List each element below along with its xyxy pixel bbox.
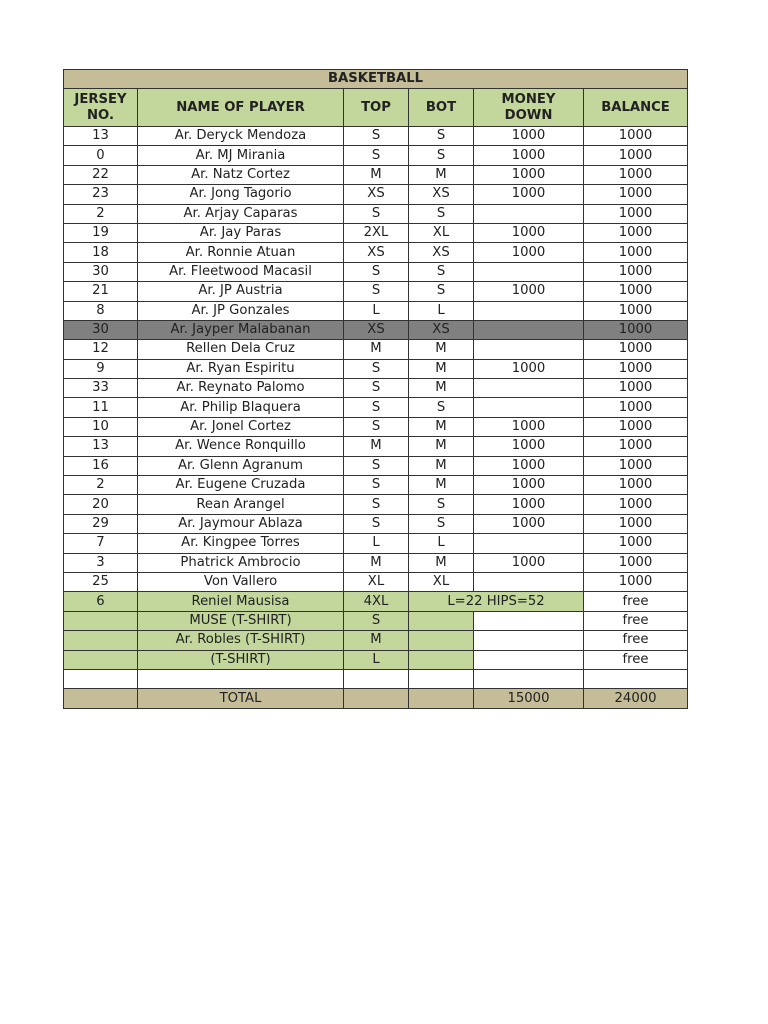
cell-empty[interactable] bbox=[409, 689, 474, 708]
cell-balance[interactable]: 1000 bbox=[584, 379, 688, 398]
cell-bot[interactable]: M bbox=[409, 417, 474, 436]
cell-money[interactable]: 1000 bbox=[474, 223, 584, 242]
cell-top[interactable]: M bbox=[344, 340, 409, 359]
cell-balance[interactable]: 1000 bbox=[584, 223, 688, 242]
cell-jersey[interactable] bbox=[64, 611, 138, 630]
cell-balance[interactable]: 1000 bbox=[584, 553, 688, 572]
cell-balance[interactable]: 1000 bbox=[584, 417, 688, 436]
cell-bot[interactable]: M bbox=[409, 359, 474, 378]
cell-top[interactable]: S bbox=[344, 359, 409, 378]
cell-balance[interactable]: 1000 bbox=[584, 282, 688, 301]
cell-jersey[interactable]: 19 bbox=[64, 223, 138, 242]
cell-bot[interactable] bbox=[409, 631, 474, 650]
cell-jersey[interactable]: 12 bbox=[64, 340, 138, 359]
cell-top[interactable]: S bbox=[344, 282, 409, 301]
cell-jersey[interactable]: 30 bbox=[64, 320, 138, 339]
cell-jersey[interactable]: 29 bbox=[64, 514, 138, 533]
cell-top[interactable]: S bbox=[344, 476, 409, 495]
table-row bbox=[64, 553, 688, 572]
cell-bot[interactable]: M bbox=[409, 456, 474, 475]
cell-name[interactable]: (T-SHIRT) bbox=[138, 650, 344, 669]
cell-top[interactable]: M bbox=[344, 631, 409, 650]
cell-money[interactable] bbox=[474, 398, 584, 417]
total-row bbox=[64, 689, 688, 708]
cell-jersey[interactable]: 10 bbox=[64, 417, 138, 436]
cell-name[interactable]: Ar. Eugene Cruzada bbox=[138, 476, 344, 495]
cell-empty[interactable] bbox=[138, 669, 344, 688]
cell-balance[interactable]: 1000 bbox=[584, 572, 688, 591]
cell-top[interactable]: S bbox=[344, 262, 409, 281]
table-row bbox=[64, 165, 688, 184]
cell-money[interactable] bbox=[474, 262, 584, 281]
table-row bbox=[64, 534, 688, 553]
cell-bot[interactable]: XS bbox=[409, 243, 474, 262]
cell-name[interactable]: Ar. Wence Ronquillo bbox=[138, 437, 344, 456]
cell-money[interactable] bbox=[474, 379, 584, 398]
cell-bot[interactable]: S bbox=[409, 127, 474, 146]
cell-name[interactable]: Ar. Glenn Agranum bbox=[138, 456, 344, 475]
cell-name[interactable]: Ar. MJ Mirania bbox=[138, 146, 344, 165]
table-row bbox=[64, 437, 688, 456]
cell-name[interactable]: Ar. Philip Blaquera bbox=[138, 398, 344, 417]
cell-name[interactable]: Ar. JP Austria bbox=[138, 282, 344, 301]
cell-name[interactable]: Rean Arangel bbox=[138, 495, 344, 514]
cell-money[interactable] bbox=[474, 301, 584, 320]
cell-jersey[interactable]: 6 bbox=[64, 592, 138, 611]
cell-jersey[interactable]: 13 bbox=[64, 127, 138, 146]
cell-balance[interactable]: 1000 bbox=[584, 262, 688, 281]
cell-jersey[interactable]: 25 bbox=[64, 572, 138, 591]
cell-money[interactable]: 1000 bbox=[474, 417, 584, 436]
table-row-special bbox=[64, 592, 688, 611]
cell-balance[interactable]: 1000 bbox=[584, 359, 688, 378]
cell-name[interactable]: Ar. Fleetwood Macasil bbox=[138, 262, 344, 281]
cell-balance[interactable]: 1000 bbox=[584, 127, 688, 146]
cell-bot[interactable]: L bbox=[409, 534, 474, 553]
cell-money[interactable]: 1000 bbox=[474, 185, 584, 204]
cell-money[interactable] bbox=[474, 534, 584, 553]
basketball-sheet-table bbox=[63, 69, 688, 709]
cell-balance[interactable]: 1000 bbox=[584, 243, 688, 262]
cell-bot[interactable]: S bbox=[409, 146, 474, 165]
cell-bot[interactable]: S bbox=[409, 204, 474, 223]
cell-jersey[interactable]: 23 bbox=[64, 185, 138, 204]
cell-name[interactable]: Ar. Jonel Cortez bbox=[138, 417, 344, 436]
cell-top[interactable]: L bbox=[344, 534, 409, 553]
header-money-down[interactable] bbox=[474, 89, 584, 127]
table-row bbox=[64, 379, 688, 398]
cell-balance[interactable]: 1000 bbox=[584, 514, 688, 533]
table-row bbox=[64, 127, 688, 146]
cell-top[interactable]: S bbox=[344, 456, 409, 475]
cell-top[interactable]: S bbox=[344, 611, 409, 630]
cell-bot[interactable]: XL bbox=[409, 572, 474, 591]
cell-name[interactable]: Ar. Kingpee Torres bbox=[138, 534, 344, 553]
table-row bbox=[64, 340, 688, 359]
cell-jersey[interactable] bbox=[64, 631, 138, 650]
cell-money[interactable]: 1000 bbox=[474, 243, 584, 262]
cell-balance[interactable]: 1000 bbox=[584, 301, 688, 320]
cell-empty[interactable] bbox=[64, 669, 138, 688]
cell-bot[interactable]: M bbox=[409, 437, 474, 456]
cell-top[interactable]: XS bbox=[344, 185, 409, 204]
cell-name[interactable]: Phatrick Ambrocio bbox=[138, 553, 344, 572]
table-row bbox=[64, 476, 688, 495]
cell-top[interactable]: S bbox=[344, 146, 409, 165]
cell-bot[interactable]: M bbox=[409, 553, 474, 572]
cell-bot[interactable]: S bbox=[409, 514, 474, 533]
table-row-special bbox=[64, 631, 688, 650]
table-row bbox=[64, 514, 688, 533]
cell-bot[interactable]: L bbox=[409, 301, 474, 320]
cell-bot[interactable] bbox=[409, 611, 474, 630]
cell-bot[interactable]: XS bbox=[409, 320, 474, 339]
table-row bbox=[64, 204, 688, 223]
total-label[interactable]: TOTAL bbox=[138, 689, 344, 708]
cell-balance[interactable]: 1000 bbox=[584, 320, 688, 339]
cell-top[interactable]: S bbox=[344, 495, 409, 514]
table-row bbox=[64, 417, 688, 436]
cell-jersey[interactable]: 0 bbox=[64, 146, 138, 165]
cell-top[interactable]: S bbox=[344, 417, 409, 436]
cell-name[interactable]: Ar. Reynato Palomo bbox=[138, 379, 344, 398]
cell-empty[interactable] bbox=[409, 669, 474, 688]
cell-name[interactable]: MUSE (T-SHIRT) bbox=[138, 611, 344, 630]
header-money-line2: DOWN bbox=[504, 107, 553, 123]
total-money[interactable]: 15000 bbox=[474, 689, 584, 708]
header-jersey-line1: JERSEY bbox=[74, 91, 127, 107]
cell-bot[interactable] bbox=[409, 650, 474, 669]
cell-money[interactable]: 1000 bbox=[474, 476, 584, 495]
cell-bot[interactable]: M bbox=[409, 165, 474, 184]
cell-jersey[interactable]: 22 bbox=[64, 165, 138, 184]
cell-top[interactable]: M bbox=[344, 553, 409, 572]
table-row bbox=[64, 320, 688, 339]
title-row bbox=[64, 70, 688, 89]
table-row bbox=[64, 359, 688, 378]
cell-top[interactable]: S bbox=[344, 127, 409, 146]
table-row bbox=[64, 282, 688, 301]
cell-name[interactable]: Ar. Jong Tagorio bbox=[138, 185, 344, 204]
cell-money[interactable]: 1000 bbox=[474, 146, 584, 165]
cell-bot[interactable]: S bbox=[409, 282, 474, 301]
cell-name[interactable]: Ar. Ronnie Atuan bbox=[138, 243, 344, 262]
cell-name[interactable]: Ar. Robles (T-SHIRT) bbox=[138, 631, 344, 650]
cell-top[interactable]: L bbox=[344, 650, 409, 669]
cell-money[interactable] bbox=[474, 572, 584, 591]
cell-bot[interactable]: XL bbox=[409, 223, 474, 242]
cell-bot[interactable]: S bbox=[409, 495, 474, 514]
header-row bbox=[64, 89, 688, 127]
cell-money[interactable] bbox=[474, 204, 584, 223]
cell-note[interactable]: L=22 HIPS=52 bbox=[409, 592, 584, 611]
cell-jersey[interactable]: 7 bbox=[64, 534, 138, 553]
table-row bbox=[64, 572, 688, 591]
table-row-special bbox=[64, 611, 688, 630]
header-balance[interactable]: BALANCE bbox=[584, 89, 688, 127]
cell-money[interactable]: 1000 bbox=[474, 165, 584, 184]
total-balance[interactable]: 24000 bbox=[584, 689, 688, 708]
cell-top[interactable]: S bbox=[344, 514, 409, 533]
table-row bbox=[64, 146, 688, 165]
cell-name[interactable]: Ar. Jayper Malabanan bbox=[138, 320, 344, 339]
table-row bbox=[64, 243, 688, 262]
empty-row bbox=[64, 669, 688, 688]
cell-bot[interactable]: M bbox=[409, 476, 474, 495]
cell-balance[interactable]: free bbox=[584, 650, 688, 669]
cell-jersey[interactable]: 2 bbox=[64, 204, 138, 223]
cell-top[interactable]: L bbox=[344, 301, 409, 320]
cell-bot[interactable]: S bbox=[409, 262, 474, 281]
cell-jersey[interactable]: 18 bbox=[64, 243, 138, 262]
table-row bbox=[64, 262, 688, 281]
header-jersey-line2: NO. bbox=[87, 107, 114, 123]
table-row bbox=[64, 185, 688, 204]
cell-top[interactable]: S bbox=[344, 379, 409, 398]
table-row bbox=[64, 398, 688, 417]
cell-jersey[interactable]: 33 bbox=[64, 379, 138, 398]
cell-jersey[interactable] bbox=[64, 650, 138, 669]
cell-name[interactable]: Rellen Dela Cruz bbox=[138, 340, 344, 359]
cell-balance[interactable]: 1000 bbox=[584, 437, 688, 456]
cell-balance[interactable]: 1000 bbox=[584, 398, 688, 417]
header-bot[interactable]: BOT bbox=[409, 89, 474, 127]
cell-empty[interactable] bbox=[344, 689, 409, 708]
cell-jersey[interactable]: 21 bbox=[64, 282, 138, 301]
cell-money[interactable]: 1000 bbox=[474, 553, 584, 572]
cell-name[interactable]: Ar. Natz Cortez bbox=[138, 165, 344, 184]
cell-name[interactable]: Ar. Ryan Espiritu bbox=[138, 359, 344, 378]
cell-balance[interactable]: 1000 bbox=[584, 185, 688, 204]
cell-jersey[interactable]: 11 bbox=[64, 398, 138, 417]
cell-bot[interactable]: M bbox=[409, 340, 474, 359]
cell-money[interactable]: 1000 bbox=[474, 127, 584, 146]
cell-top[interactable]: S bbox=[344, 398, 409, 417]
header-name[interactable]: NAME OF PLAYER bbox=[138, 89, 344, 127]
cell-name[interactable]: Von Vallero bbox=[138, 572, 344, 591]
header-jersey[interactable] bbox=[64, 89, 138, 127]
cell-jersey[interactable]: 16 bbox=[64, 456, 138, 475]
cell-top[interactable]: XS bbox=[344, 320, 409, 339]
cell-top[interactable]: XL bbox=[344, 572, 409, 591]
cell-balance[interactable]: 1000 bbox=[584, 456, 688, 475]
cell-empty[interactable] bbox=[344, 669, 409, 688]
cell-name[interactable]: Ar. Jay Paras bbox=[138, 223, 344, 242]
cell-money[interactable]: 1000 bbox=[474, 514, 584, 533]
cell-balance[interactable]: 1000 bbox=[584, 165, 688, 184]
cell-balance[interactable]: 1000 bbox=[584, 340, 688, 359]
cell-empty[interactable] bbox=[474, 669, 584, 688]
cell-empty[interactable] bbox=[64, 689, 138, 708]
cell-money[interactable] bbox=[474, 650, 584, 669]
cell-bot[interactable]: XS bbox=[409, 185, 474, 204]
cell-money[interactable] bbox=[474, 611, 584, 630]
cell-empty[interactable] bbox=[584, 669, 688, 688]
cell-name[interactable]: Ar. Jaymour Ablaza bbox=[138, 514, 344, 533]
cell-money[interactable]: 1000 bbox=[474, 437, 584, 456]
cell-name[interactable]: Ar. Arjay Caparas bbox=[138, 204, 344, 223]
cell-balance[interactable]: free bbox=[584, 592, 688, 611]
cell-jersey[interactable]: 3 bbox=[64, 553, 138, 572]
cell-balance[interactable]: 1000 bbox=[584, 146, 688, 165]
cell-money[interactable]: 1000 bbox=[474, 359, 584, 378]
cell-balance[interactable]: 1000 bbox=[584, 495, 688, 514]
cell-name[interactable]: Reniel Mausisa bbox=[138, 592, 344, 611]
cell-jersey[interactable]: 13 bbox=[64, 437, 138, 456]
cell-balance[interactable]: free bbox=[584, 631, 688, 650]
cell-money[interactable]: 1000 bbox=[474, 282, 584, 301]
cell-balance[interactable]: free bbox=[584, 611, 688, 630]
cell-jersey[interactable]: 9 bbox=[64, 359, 138, 378]
cell-top[interactable]: XS bbox=[344, 243, 409, 262]
table-row bbox=[64, 223, 688, 242]
cell-money[interactable]: 1000 bbox=[474, 456, 584, 475]
cell-jersey[interactable]: 30 bbox=[64, 262, 138, 281]
header-top[interactable]: TOP bbox=[344, 89, 409, 127]
table-row bbox=[64, 495, 688, 514]
cell-name[interactable]: Ar. Deryck Mendoza bbox=[138, 127, 344, 146]
cell-money[interactable] bbox=[474, 320, 584, 339]
cell-balance[interactable]: 1000 bbox=[584, 204, 688, 223]
table-row bbox=[64, 301, 688, 320]
cell-money[interactable]: 1000 bbox=[474, 495, 584, 514]
cell-top[interactable]: 4XL bbox=[344, 592, 409, 611]
cell-top[interactable]: M bbox=[344, 437, 409, 456]
cell-jersey[interactable]: 2 bbox=[64, 476, 138, 495]
table-row bbox=[64, 456, 688, 475]
header-money-line1: MONEY bbox=[501, 91, 556, 107]
cell-bot[interactable]: M bbox=[409, 379, 474, 398]
cell-top[interactable]: M bbox=[344, 165, 409, 184]
cell-jersey[interactable]: 8 bbox=[64, 301, 138, 320]
cell-name[interactable]: Ar. JP Gonzales bbox=[138, 301, 344, 320]
cell-jersey[interactable]: 20 bbox=[64, 495, 138, 514]
cell-money[interactable] bbox=[474, 631, 584, 650]
cell-top[interactable]: S bbox=[344, 204, 409, 223]
cell-balance[interactable]: 1000 bbox=[584, 476, 688, 495]
sheet-title[interactable]: BASKETBALL bbox=[64, 70, 688, 89]
table-row-special bbox=[64, 650, 688, 669]
cell-balance[interactable]: 1000 bbox=[584, 534, 688, 553]
cell-bot[interactable]: S bbox=[409, 398, 474, 417]
cell-top[interactable]: 2XL bbox=[344, 223, 409, 242]
cell-money[interactable] bbox=[474, 340, 584, 359]
